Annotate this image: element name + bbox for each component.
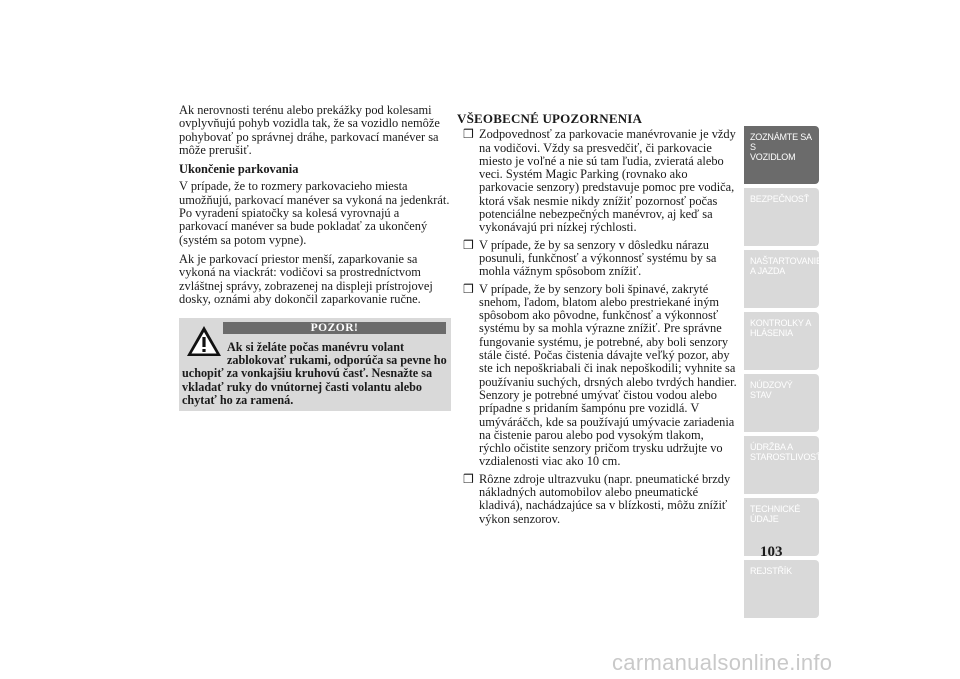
page-number: 103 xyxy=(760,544,783,560)
list-item-text: V prípade, že by senzory boli špinavé, zakryté snehom, ľadom, blatom alebo prestriekané iným spôsobom ako pôvodne, funkčnosť a výkonnosť systému by sa mohla výrazne znížiť. Pre správne fungovanie systému, je potrebné, aby boli senzory stále čisté. Počas čistenia dávajte veľký pozor, aby ste ich nepoškriabali či inak nepoškodili; vyhnite sa používaniu suchých, drsných alebo tvrdých handier. Senzory je potrebné umývať čistou vodou alebo prípadne s pridaním šampónu pre vozidlá. V umýváráčch, kde sa používajú umývacie zariadenia na čistenie parou alebo pod vysokým tlakom, rýchlo očistite senzory pričom trysku udržujte vo vzdialenosti viac ako 10 cm. xyxy=(479,281,737,469)
tab-getting-to-know[interactable]: ZOZNÁMTE SA S VOZIDLOM xyxy=(744,126,819,184)
heading-ending-parking: Ukončenie parkovania xyxy=(179,162,299,177)
bullet-box-icon: ❒ xyxy=(463,127,474,142)
tab-warning-lights[interactable]: KONTROLKY A HLÁSENIA xyxy=(744,312,819,370)
warning-text xyxy=(182,341,447,407)
tab-index[interactable]: REJSTŘÍK xyxy=(744,560,819,618)
paragraph-ending: V prípade, že to rozmery parkovacieho miesta umožňujú, parkovací manéver sa vykoná na jedenkrát. Po vyradení spiatočky sa kolesá vyrovnajú a parkovací manéver sa bude pokladať za ukončený (systém sa potom vypne). xyxy=(179,179,450,247)
tab-safety[interactable]: BEZPEČNOSŤ xyxy=(744,188,819,246)
tab-technical-data[interactable]: TECHNICKÉ ÚDAJE xyxy=(744,498,819,556)
bullet-box-icon: ❒ xyxy=(463,281,474,296)
warning-box xyxy=(179,318,451,411)
list-item xyxy=(455,473,738,526)
bullet-box-icon: ❒ xyxy=(463,471,474,486)
section-title-general-warnings: VŠEOBECNÉ UPOZORNENIA xyxy=(457,111,643,126)
watermark: carmanualsonline.info xyxy=(612,650,833,675)
list-item-text: Rôzne zdroje ultrazvuku (napr. pneumatické brzdy nákladných automobilov alebo pneumatické kladivá), nachádzajúce sa v blízkosti, môžu znížiť výkon senzorov. xyxy=(479,471,731,526)
list-item xyxy=(455,239,738,279)
list-item-text: Zodpovednosť za parkovacie manévrovanie je vždy na vodičovi. Vždy sa presvedčiť, či parkovacie miesto je voľné a nie sú tam ľudia, zvieratá alebo veci. Systém Magic Parking (rovnako ako parkovacie senzory) predstavuje pomoc pre vodiča, ktorá však nesmie nikdy znížiť pozornosť počas potenciálne nebezpečných manévrov, aj keď sa vykonávajú pri nízkej rýchlosti. xyxy=(479,127,736,235)
paragraph-obstacles: Ak nerovnosti terénu alebo prekážky pod kolesami ovplyvňujú pohyb vozidla tak, že sa vozidlo nemôže pohybovať po správnej dráhe, parkovací manéver sa môže prerušiť. xyxy=(179,103,440,157)
list-item xyxy=(455,128,738,234)
bullet-box-icon: ❒ xyxy=(463,237,474,252)
warning-text-line2: uchopiť za vonkajšiu kruhovú časť. Nesnažte sa vkladať ruky do vnútornej časti volantu alebo chytať ho za ramená. xyxy=(182,366,433,407)
paragraph-small-space: Ak je parkovací priestor menší, zaparkovanie sa vykoná na viackrát: vodičovi sa prostredníctvom zvláštnej správy, zobrazenej na displeji prístrojovej dosky, oznámi aby dokončil zaparkovanie ručne. xyxy=(179,251,433,306)
list-item-text: V prípade, že by sa senzory v dôsledku nárazu posunuli, funkčnosť a výkonnosť systému by sa mohla vážnym spôsobom znížiť. xyxy=(479,237,717,279)
left-column xyxy=(179,104,451,312)
tab-starting-driving[interactable]: NAŠTARTOVANIE A JAZDA xyxy=(744,250,819,308)
right-column xyxy=(455,112,738,530)
list-item xyxy=(455,283,738,469)
warning-text-line1: Ak si želáte počas manévru volant zablokovať rukami, odporúča sa pevne ho xyxy=(227,340,447,368)
warning-title: POZOR! xyxy=(223,322,446,334)
tab-maintenance[interactable]: ÚDRŽBA A STAROSTLIVOSŤ xyxy=(744,436,819,494)
tab-emergency[interactable]: NÚDZOVÝ STAV xyxy=(744,374,819,432)
